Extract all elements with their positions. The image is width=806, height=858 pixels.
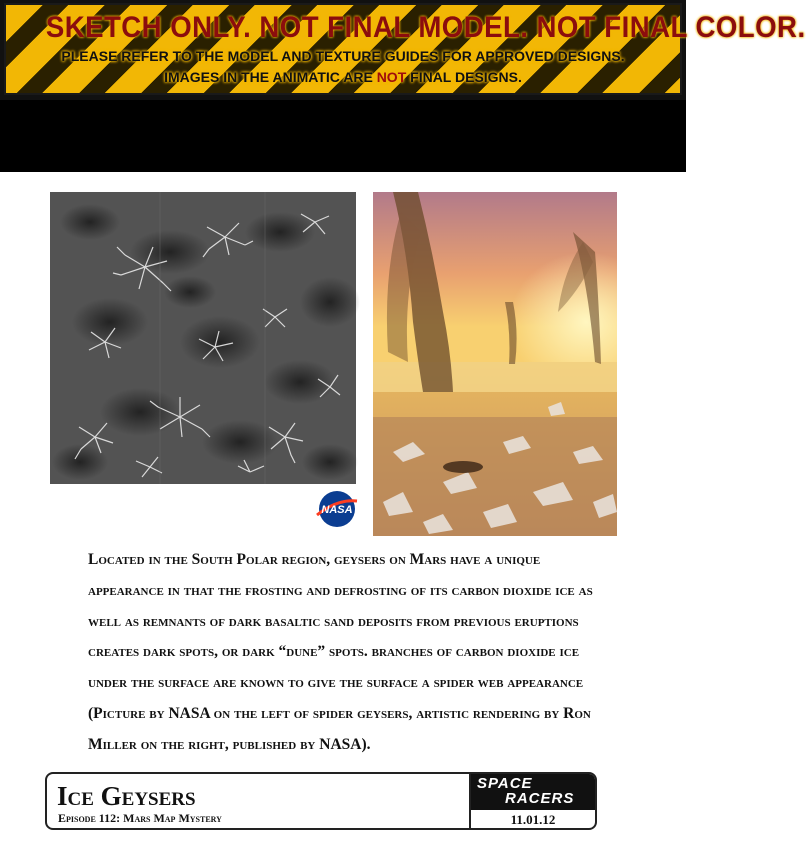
spider-geysers-photo bbox=[50, 192, 356, 484]
warning-banner bbox=[0, 0, 806, 100]
banner-note-2-end: FINAL DESIGNS. bbox=[406, 69, 522, 85]
date-stamp: 11.01.12 bbox=[510, 812, 556, 827]
banner-note-2 bbox=[20, 67, 666, 88]
space-racers-logo bbox=[471, 774, 595, 810]
banner-headline: SKETCH ONLY. NOT FINAL MODEL. NOT FINAL COLOR. bbox=[45, 11, 806, 44]
banner-note-2-start: IMAGES IN THE ANIMATIC ARE bbox=[164, 69, 377, 85]
title-block bbox=[45, 772, 597, 830]
black-bar bbox=[0, 100, 686, 172]
banner-note-1: PLEASE REFER TO THE MODEL AND TEXTURE GUIDES FOR APPROVED DESIGNS. bbox=[61, 48, 625, 64]
nasa-logo bbox=[315, 489, 359, 529]
geyser-artwork bbox=[373, 192, 617, 536]
description-paragraph: Located in the South Polar region, geysers on Mars have a unique appearance in that the frosting and defrosting of its carbon dioxide ice as well as remnants of dark basaltic sand deposits from previous eruptions creates dark spots, or dark “dune” spots. branches of carbon dioxide ice under the surface are known to give the surface a spider web appearance (Picture by NASA on the left of spider geysers, artistic rendering by Ron Miller on the right, published by NASA). bbox=[88, 551, 593, 753]
rocky-foreground bbox=[373, 402, 617, 536]
logo-line-2: RACERS bbox=[505, 790, 575, 807]
logo-line-1: SPACE bbox=[477, 775, 533, 792]
episode-subtitle: Episode 112: Mars Map Mystery bbox=[58, 811, 222, 825]
banner-text-block bbox=[20, 10, 806, 90]
nasa-logo-text: NASA bbox=[321, 504, 353, 516]
banner-note-2-emphasis: NOT bbox=[376, 69, 407, 85]
page-title: Ice Geysers bbox=[57, 781, 196, 811]
